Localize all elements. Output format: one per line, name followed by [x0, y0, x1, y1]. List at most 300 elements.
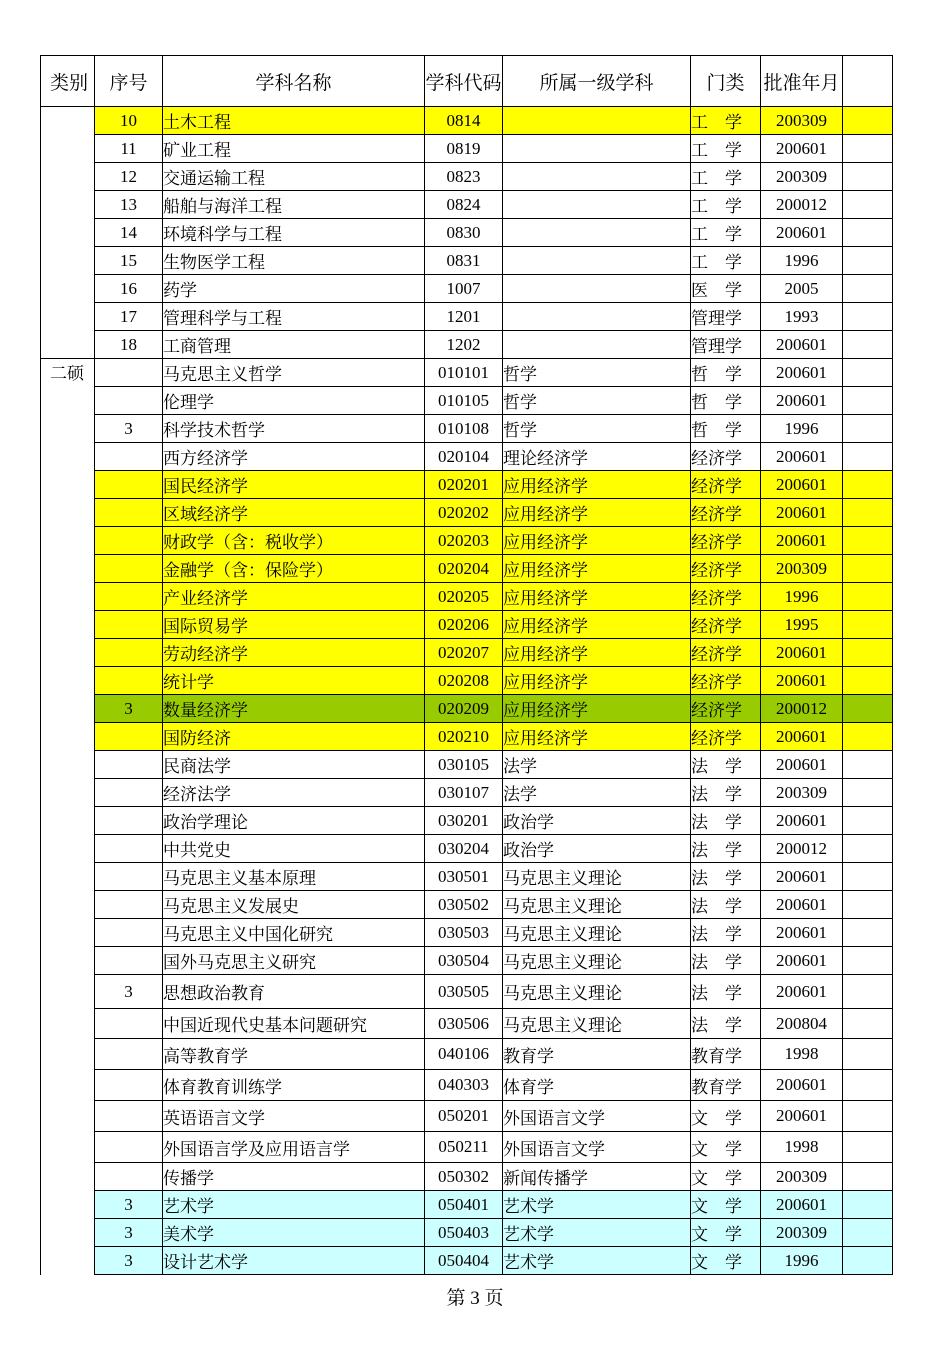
- cell-name: 艺术学: [163, 1191, 425, 1219]
- cell-code: 020205: [425, 583, 503, 611]
- cell-extra: [843, 219, 893, 247]
- table-row: [41, 779, 893, 807]
- cell-approved: 200601: [761, 639, 843, 667]
- cell-extra: [843, 1163, 893, 1191]
- header-extra: [843, 56, 893, 107]
- cell-extra: [843, 667, 893, 695]
- cell-name: 马克思主义哲学: [163, 359, 425, 387]
- table-row: [41, 835, 893, 863]
- cell-parent: 外国语言文学: [503, 1132, 691, 1163]
- table-row: [41, 695, 893, 723]
- cell-class: 工 学: [691, 135, 761, 163]
- cell-parent: [503, 163, 691, 191]
- cell-name: 中共党史: [163, 835, 425, 863]
- cell-name: 马克思主义发展史: [163, 891, 425, 919]
- cell-name: 高等教育学: [163, 1039, 425, 1070]
- cell-extra: [843, 107, 893, 135]
- cell-parent: [503, 331, 691, 359]
- cell-seq: [95, 583, 163, 611]
- cell-extra: [843, 135, 893, 163]
- table-row: [41, 415, 893, 443]
- cell-class: 哲 学: [691, 359, 761, 387]
- cell-code: 010101: [425, 359, 503, 387]
- cell-approved: 200309: [761, 1219, 843, 1247]
- cell-code: 040303: [425, 1070, 503, 1101]
- cell-extra: [843, 359, 893, 387]
- cell-seq: [95, 499, 163, 527]
- table-row: [41, 163, 893, 191]
- cell-name: 外国语言学及应用语言学: [163, 1132, 425, 1163]
- cell-parent: 应用经济学: [503, 499, 691, 527]
- cell-class: 经济学: [691, 471, 761, 499]
- cell-code: 030107: [425, 779, 503, 807]
- cell-seq: [95, 1009, 163, 1039]
- cell-class: 经济学: [691, 639, 761, 667]
- cell-seq: 18: [95, 331, 163, 359]
- cell-approved: 200601: [761, 751, 843, 779]
- cell-class: 经济学: [691, 555, 761, 583]
- cell-parent: 马克思主义理论: [503, 1009, 691, 1039]
- cell-code: 050404: [425, 1247, 503, 1275]
- table-row: [41, 107, 893, 135]
- cell-code: 0830: [425, 219, 503, 247]
- table-row: [41, 1247, 893, 1275]
- cell-parent: 法学: [503, 751, 691, 779]
- cell-extra: [843, 1009, 893, 1039]
- cell-code: 050201: [425, 1101, 503, 1132]
- subject-table: [40, 55, 893, 1275]
- cell-parent: [503, 135, 691, 163]
- cell-approved: 200601: [761, 443, 843, 471]
- cell-extra: [843, 163, 893, 191]
- table-row: [41, 331, 893, 359]
- cell-class: 工 学: [691, 247, 761, 275]
- cell-seq: 3: [95, 1247, 163, 1275]
- cell-approved: 200601: [761, 919, 843, 947]
- table-row: [41, 891, 893, 919]
- cell-class: 文 学: [691, 1101, 761, 1132]
- cell-code: 020204: [425, 555, 503, 583]
- cell-parent: 马克思主义理论: [503, 947, 691, 975]
- cell-code: 1201: [425, 303, 503, 331]
- cell-seq: [95, 1132, 163, 1163]
- cell-code: 030503: [425, 919, 503, 947]
- cell-seq: [95, 1039, 163, 1070]
- cell-code: 030506: [425, 1009, 503, 1039]
- cell-extra: [843, 779, 893, 807]
- cell-extra: [843, 1219, 893, 1247]
- page-footer: 第 3 页: [446, 1288, 504, 1309]
- cell-parent: [503, 191, 691, 219]
- cell-parent: 应用经济学: [503, 667, 691, 695]
- cell-seq: 16: [95, 275, 163, 303]
- category-cell: [41, 107, 95, 359]
- cell-approved: 200309: [761, 163, 843, 191]
- cell-approved: 200601: [761, 1070, 843, 1101]
- cell-extra: [843, 191, 893, 219]
- cell-name: 美术学: [163, 1219, 425, 1247]
- cell-code: 030201: [425, 807, 503, 835]
- cell-parent: 艺术学: [503, 1191, 691, 1219]
- table-row: [41, 1219, 893, 1247]
- cell-name: 马克思主义中国化研究: [163, 919, 425, 947]
- cell-approved: 200309: [761, 1163, 843, 1191]
- cell-seq: [95, 611, 163, 639]
- cell-seq: [95, 639, 163, 667]
- table-row: [41, 247, 893, 275]
- table-row: [41, 919, 893, 947]
- cell-seq: [95, 1101, 163, 1132]
- cell-parent: [503, 219, 691, 247]
- cell-seq: 11: [95, 135, 163, 163]
- cell-extra: [843, 387, 893, 415]
- cell-name: 传播学: [163, 1163, 425, 1191]
- cell-approved: 200012: [761, 835, 843, 863]
- table-row: [41, 387, 893, 415]
- cell-class: 文 学: [691, 1163, 761, 1191]
- cell-approved: 200012: [761, 191, 843, 219]
- table-row: [41, 751, 893, 779]
- cell-parent: 马克思主义理论: [503, 891, 691, 919]
- table-row: [41, 219, 893, 247]
- table-row: [41, 807, 893, 835]
- cell-name: 英语语言文学: [163, 1101, 425, 1132]
- cell-seq: [95, 443, 163, 471]
- cell-parent: 外国语言文学: [503, 1101, 691, 1132]
- cell-approved: 200601: [761, 947, 843, 975]
- cell-code: 0831: [425, 247, 503, 275]
- cell-seq: 10: [95, 107, 163, 135]
- cell-seq: 15: [95, 247, 163, 275]
- cell-seq: [95, 471, 163, 499]
- cell-extra: [843, 1101, 893, 1132]
- cell-code: 0824: [425, 191, 503, 219]
- table-row: [41, 1163, 893, 1191]
- cell-extra: [843, 723, 893, 751]
- cell-class: 法 学: [691, 863, 761, 891]
- cell-name: 中国近现代史基本问题研究: [163, 1009, 425, 1039]
- table-row: [41, 555, 893, 583]
- cell-extra: [843, 471, 893, 499]
- cell-extra: [843, 583, 893, 611]
- cell-class: 法 学: [691, 835, 761, 863]
- cell-code: 020104: [425, 443, 503, 471]
- cell-approved: 200601: [761, 723, 843, 751]
- table-row: [41, 947, 893, 975]
- cell-seq: [95, 919, 163, 947]
- cell-name: 金融学（含：保险学）: [163, 555, 425, 583]
- cell-approved: 200601: [761, 667, 843, 695]
- cell-name: 土木工程: [163, 107, 425, 135]
- cell-seq: 3: [95, 415, 163, 443]
- cell-name: 劳动经济学: [163, 639, 425, 667]
- cell-approved: 1996: [761, 1247, 843, 1275]
- cell-approved: 1996: [761, 583, 843, 611]
- cell-extra: [843, 891, 893, 919]
- cell-approved: 1998: [761, 1039, 843, 1070]
- cell-name: 伦理学: [163, 387, 425, 415]
- cell-name: 马克思主义基本原理: [163, 863, 425, 891]
- table-row: [41, 1101, 893, 1132]
- cell-name: 体育教育训练学: [163, 1070, 425, 1101]
- cell-seq: [95, 667, 163, 695]
- table-row: [41, 1009, 893, 1039]
- table-row: [41, 359, 893, 387]
- cell-name: 药学: [163, 275, 425, 303]
- cell-approved: 200601: [761, 387, 843, 415]
- cell-class: 经济学: [691, 499, 761, 527]
- cell-code: 020208: [425, 667, 503, 695]
- table-row: [41, 667, 893, 695]
- cell-class: 管理学: [691, 303, 761, 331]
- cell-name: 工商管理: [163, 331, 425, 359]
- cell-code: 0823: [425, 163, 503, 191]
- table-row: [41, 639, 893, 667]
- cell-class: 经济学: [691, 583, 761, 611]
- table-row: [41, 527, 893, 555]
- cell-extra: [843, 1132, 893, 1163]
- cell-class: 教育学: [691, 1070, 761, 1101]
- cell-approved: 200601: [761, 359, 843, 387]
- cell-extra: [843, 1247, 893, 1275]
- cell-name: 民商法学: [163, 751, 425, 779]
- cell-code: 030505: [425, 975, 503, 1009]
- cell-approved: 200309: [761, 779, 843, 807]
- cell-class: 教育学: [691, 1039, 761, 1070]
- cell-parent: 应用经济学: [503, 723, 691, 751]
- cell-seq: 3: [95, 1191, 163, 1219]
- cell-class: 工 学: [691, 191, 761, 219]
- cell-class: 哲 学: [691, 415, 761, 443]
- cell-parent: [503, 275, 691, 303]
- cell-name: 数量经济学: [163, 695, 425, 723]
- header-class: 门类: [691, 56, 761, 107]
- cell-parent: 艺术学: [503, 1219, 691, 1247]
- cell-class: 经济学: [691, 611, 761, 639]
- cell-extra: [843, 807, 893, 835]
- cell-seq: [95, 359, 163, 387]
- cell-approved: 200601: [761, 1101, 843, 1132]
- cell-seq: 3: [95, 975, 163, 1009]
- cell-code: 1202: [425, 331, 503, 359]
- cell-extra: [843, 947, 893, 975]
- cell-parent: [503, 303, 691, 331]
- cell-class: 法 学: [691, 779, 761, 807]
- cell-class: 文 学: [691, 1132, 761, 1163]
- cell-approved: 200601: [761, 499, 843, 527]
- cell-approved: 1995: [761, 611, 843, 639]
- cell-extra: [843, 527, 893, 555]
- cell-approved: 200804: [761, 1009, 843, 1039]
- cell-class: 经济学: [691, 695, 761, 723]
- cell-seq: [95, 779, 163, 807]
- cell-seq: [95, 947, 163, 975]
- cell-parent: 哲学: [503, 359, 691, 387]
- cell-parent: 应用经济学: [503, 471, 691, 499]
- cell-parent: 马克思主义理论: [503, 975, 691, 1009]
- cell-extra: [843, 1039, 893, 1070]
- cell-approved: 200309: [761, 107, 843, 135]
- cell-parent: 应用经济学: [503, 583, 691, 611]
- cell-approved: 200601: [761, 807, 843, 835]
- table-row: [41, 611, 893, 639]
- cell-seq: [95, 387, 163, 415]
- cell-name: 设计艺术学: [163, 1247, 425, 1275]
- cell-class: 法 学: [691, 919, 761, 947]
- cell-approved: 200601: [761, 1191, 843, 1219]
- cell-class: 工 学: [691, 107, 761, 135]
- cell-parent: 马克思主义理论: [503, 919, 691, 947]
- table-row: [41, 499, 893, 527]
- cell-name: 财政学（含：税收学）: [163, 527, 425, 555]
- cell-approved: 1993: [761, 303, 843, 331]
- cell-approved: 1996: [761, 247, 843, 275]
- cell-parent: [503, 107, 691, 135]
- cell-seq: [95, 891, 163, 919]
- cell-class: 法 学: [691, 1009, 761, 1039]
- cell-seq: 13: [95, 191, 163, 219]
- table-row: [41, 135, 893, 163]
- cell-name: 产业经济学: [163, 583, 425, 611]
- cell-code: 050302: [425, 1163, 503, 1191]
- cell-name: 经济法学: [163, 779, 425, 807]
- cell-code: 020203: [425, 527, 503, 555]
- table-row: [41, 975, 893, 1009]
- cell-parent: 艺术学: [503, 1247, 691, 1275]
- cell-class: 法 学: [691, 807, 761, 835]
- cell-extra: [843, 443, 893, 471]
- table-row: [41, 723, 893, 751]
- cell-code: 0819: [425, 135, 503, 163]
- cell-name: 国外马克思主义研究: [163, 947, 425, 975]
- cell-parent: 马克思主义理论: [503, 863, 691, 891]
- cell-extra: [843, 919, 893, 947]
- cell-extra: [843, 975, 893, 1009]
- cell-approved: 200601: [761, 527, 843, 555]
- table-row: [41, 275, 893, 303]
- cell-class: 文 学: [691, 1191, 761, 1219]
- cell-name: 国防经济: [163, 723, 425, 751]
- cell-extra: [843, 1070, 893, 1101]
- cell-extra: [843, 1191, 893, 1219]
- table-row: [41, 1070, 893, 1101]
- cell-approved: 200601: [761, 331, 843, 359]
- cell-approved: 200309: [761, 555, 843, 583]
- cell-parent: 应用经济学: [503, 555, 691, 583]
- header-seq: 序号: [95, 56, 163, 107]
- cell-approved: 200601: [761, 219, 843, 247]
- cell-class: 法 学: [691, 891, 761, 919]
- cell-seq: [95, 1163, 163, 1191]
- cell-class: 文 学: [691, 1247, 761, 1275]
- cell-extra: [843, 835, 893, 863]
- cell-code: 020202: [425, 499, 503, 527]
- cell-parent: 体育学: [503, 1070, 691, 1101]
- cell-code: 030504: [425, 947, 503, 975]
- cell-extra: [843, 639, 893, 667]
- cell-extra: [843, 611, 893, 639]
- table-row: [41, 1191, 893, 1219]
- cell-parent: [503, 247, 691, 275]
- cell-parent: 应用经济学: [503, 639, 691, 667]
- cell-extra: [843, 863, 893, 891]
- table-row: [41, 303, 893, 331]
- cell-code: 040106: [425, 1039, 503, 1070]
- cell-parent: 政治学: [503, 807, 691, 835]
- cell-code: 020206: [425, 611, 503, 639]
- cell-name: 环境科学与工程: [163, 219, 425, 247]
- cell-seq: 3: [95, 695, 163, 723]
- cell-extra: [843, 751, 893, 779]
- cell-extra: [843, 247, 893, 275]
- cell-code: 020201: [425, 471, 503, 499]
- cell-approved: 200601: [761, 891, 843, 919]
- cell-parent: 应用经济学: [503, 611, 691, 639]
- cell-parent: 应用经济学: [503, 695, 691, 723]
- cell-seq: 17: [95, 303, 163, 331]
- cell-class: 经济学: [691, 723, 761, 751]
- cell-parent: 哲学: [503, 415, 691, 443]
- cell-class: 经济学: [691, 667, 761, 695]
- header-name: 学科名称: [163, 56, 425, 107]
- cell-name: 管理科学与工程: [163, 303, 425, 331]
- cell-seq: [95, 807, 163, 835]
- cell-parent: 政治学: [503, 835, 691, 863]
- cell-extra: [843, 415, 893, 443]
- cell-code: 010105: [425, 387, 503, 415]
- cell-seq: 14: [95, 219, 163, 247]
- cell-approved: 200601: [761, 863, 843, 891]
- cell-class: 哲 学: [691, 387, 761, 415]
- cell-extra: [843, 555, 893, 583]
- header-code: 学科代码: [425, 56, 503, 107]
- table-row: [41, 583, 893, 611]
- cell-name: 船舶与海洋工程: [163, 191, 425, 219]
- cell-code: 1007: [425, 275, 503, 303]
- cell-class: 工 学: [691, 219, 761, 247]
- cell-code: 030502: [425, 891, 503, 919]
- cell-class: 管理学: [691, 331, 761, 359]
- cell-class: 经济学: [691, 443, 761, 471]
- table-row: [41, 1039, 893, 1070]
- cell-approved: 200012: [761, 695, 843, 723]
- cell-name: 思想政治教育: [163, 975, 425, 1009]
- cell-name: 区域经济学: [163, 499, 425, 527]
- cell-parent: 哲学: [503, 387, 691, 415]
- cell-seq: [95, 723, 163, 751]
- cell-code: 010108: [425, 415, 503, 443]
- header-approved: 批准年月: [761, 56, 843, 107]
- cell-name: 西方经济学: [163, 443, 425, 471]
- cell-class: 法 学: [691, 947, 761, 975]
- cell-code: 020207: [425, 639, 503, 667]
- cell-class: 医 学: [691, 275, 761, 303]
- cell-seq: 12: [95, 163, 163, 191]
- table-row: [41, 191, 893, 219]
- cell-class: 法 学: [691, 751, 761, 779]
- cell-parent: 应用经济学: [503, 527, 691, 555]
- cell-extra: [843, 275, 893, 303]
- cell-approved: 200601: [761, 471, 843, 499]
- cell-code: 020209: [425, 695, 503, 723]
- cell-name: 国际贸易学: [163, 611, 425, 639]
- cell-approved: 200601: [761, 135, 843, 163]
- cell-name: 交通运输工程: [163, 163, 425, 191]
- header-parent: 所属一级学科: [503, 56, 691, 107]
- cell-extra: [843, 499, 893, 527]
- table-row: [41, 1132, 893, 1163]
- cell-approved: 1996: [761, 415, 843, 443]
